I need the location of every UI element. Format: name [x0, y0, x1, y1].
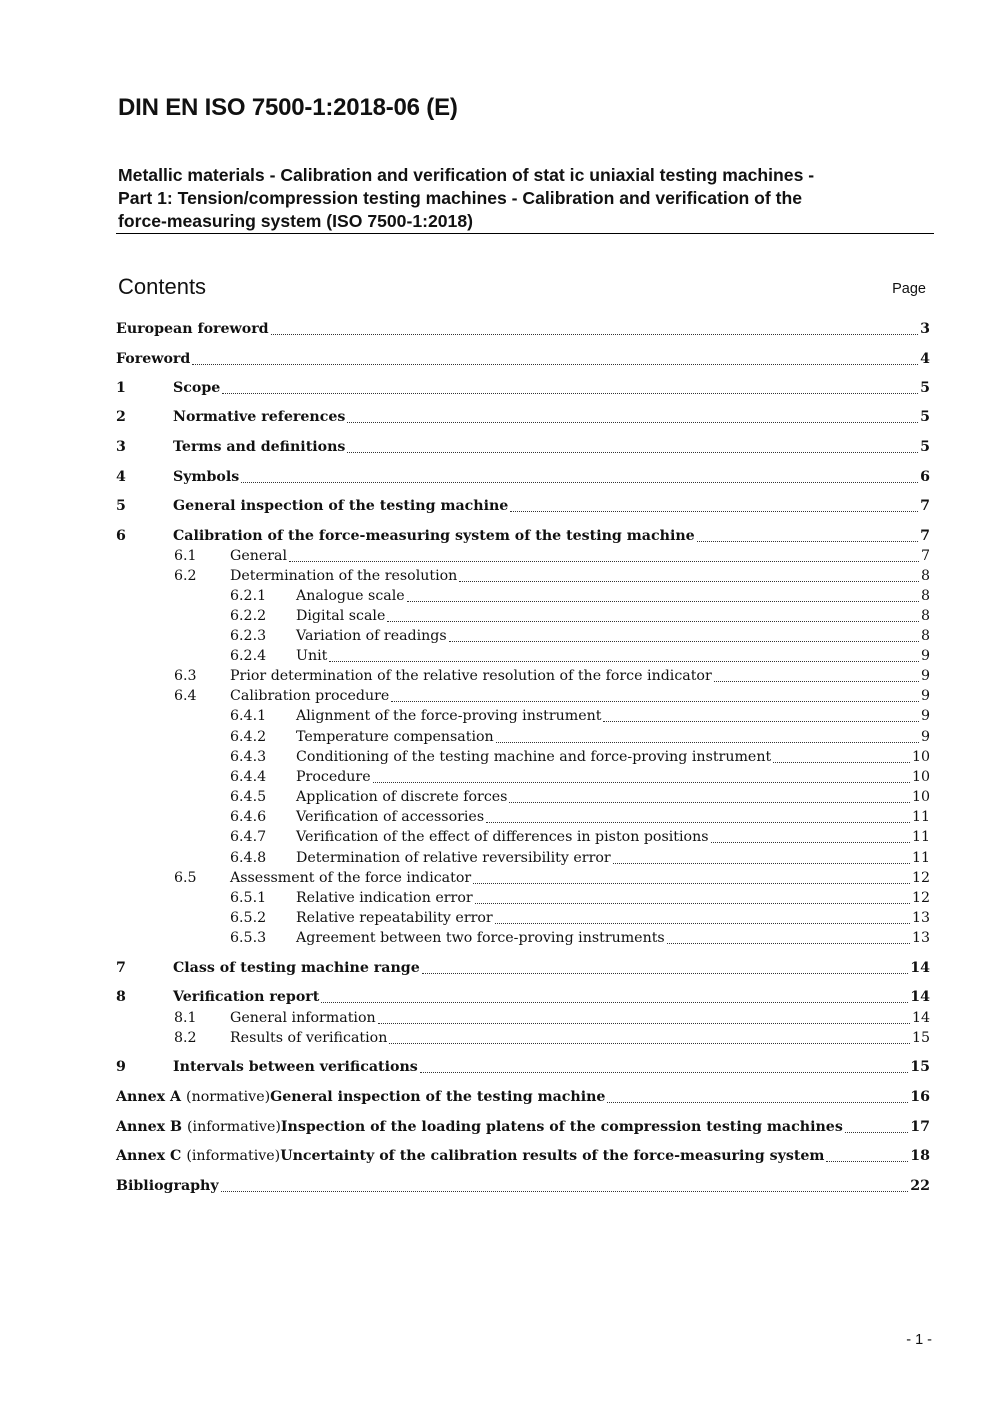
toc-entry-page: 8 [920, 628, 930, 644]
toc-entry-page: 13 [911, 910, 930, 926]
toc-entry-number: 6.5.3 [230, 930, 267, 946]
toc-annex-label [116, 1087, 270, 1107]
toc-entry-title: Verification of accessories [296, 809, 485, 825]
toc-leader [420, 1072, 908, 1073]
toc-entry[interactable] [116, 606, 930, 626]
toc-entry[interactable] [116, 1057, 930, 1077]
toc-leader [496, 742, 919, 743]
toc-entry[interactable] [116, 1146, 930, 1166]
toc-entry-number: 6.4.8 [230, 850, 267, 866]
toc-entry[interactable] [116, 546, 930, 566]
toc-entry-number: 8 [116, 989, 126, 1005]
toc-entry-page: 9 [920, 688, 930, 704]
toc-entry-page: 17 [910, 1119, 930, 1135]
toc-leader [495, 923, 910, 924]
toc-entry-number: 6.4 [174, 688, 197, 704]
toc-entry-page: 7 [920, 498, 930, 514]
toc-entry[interactable] [116, 987, 930, 1007]
toc-entry-number: 6.5.1 [230, 890, 267, 906]
toc-leader [222, 393, 918, 394]
toc-entry-page: 15 [911, 1030, 930, 1046]
toc-leader [826, 1161, 908, 1162]
toc-entry-title: Verification of the effect of differences in piston positions [296, 829, 709, 845]
toc-entry-title: Inspection of the loading platens of the compression testing machines [280, 1119, 843, 1135]
toc-annex-type: (informative) [186, 1148, 281, 1164]
toc-entry-page: 5 [920, 409, 930, 425]
toc-entry-page: 10 [911, 749, 930, 765]
toc-entry[interactable] [116, 848, 930, 868]
toc-entry-page: 7 [920, 548, 930, 564]
toc-entry[interactable] [116, 928, 930, 948]
subtitle-line: force-measuring system (ISO 7500-1:2018) [118, 211, 473, 231]
toc-entry-title: Verification report [173, 989, 320, 1005]
toc-entry[interactable] [116, 526, 930, 546]
toc-entry-title: Unit [296, 648, 328, 664]
toc-entry-title: General inspection of the testing machine [173, 498, 509, 514]
toc-entry-page: 9 [920, 708, 930, 724]
toc-entry-page: 10 [911, 789, 930, 805]
toc-entry-number: 9 [116, 1059, 126, 1075]
toc-leader [459, 581, 919, 582]
toc-leader [714, 681, 919, 682]
toc-entry-number: 6.4.3 [230, 749, 267, 765]
toc-leader [271, 334, 919, 335]
toc-entry-page: 3 [920, 321, 930, 337]
toc-annex-prefix: Annex C [116, 1148, 182, 1164]
toc-leader [378, 1023, 910, 1024]
toc-entry-title: Digital scale [296, 608, 386, 624]
toc-leader [387, 621, 919, 622]
toc-entry-title: Conditioning of the testing machine and force-proving instrument [296, 749, 772, 765]
toc-entry-title: Temperature compensation [296, 729, 494, 745]
toc-entry-page: 14 [910, 989, 930, 1005]
toc-entry[interactable] [116, 1028, 930, 1048]
toc-leader [221, 1191, 909, 1192]
toc-entry-page: 16 [910, 1089, 930, 1105]
toc-entry[interactable] [116, 467, 930, 487]
toc-leader [407, 601, 919, 602]
toc-entry[interactable] [116, 888, 930, 908]
toc-entry[interactable] [116, 706, 930, 726]
toc-annex-label [116, 1117, 281, 1137]
toc-entry-number: 6 [116, 528, 126, 544]
toc-entry-page: 14 [910, 960, 930, 976]
toc-entry-number: 6.4.2 [230, 729, 267, 745]
toc-entry-title: Calibration of the force-measuring system of the testing machine [173, 528, 695, 544]
toc-annex-label [116, 1146, 280, 1166]
page-number: - 1 - [906, 1332, 932, 1348]
toc-leader [473, 883, 910, 884]
toc-entry-title: Relative repeatability error [296, 910, 493, 926]
toc-entry-title: Normative references [173, 409, 346, 425]
toc-entry[interactable] [116, 787, 930, 807]
toc-entry[interactable] [116, 686, 930, 706]
toc-leader [607, 1102, 908, 1103]
toc-entry-number: 6.1 [174, 548, 197, 564]
toc-leader [289, 561, 919, 562]
toc-entry[interactable] [116, 958, 930, 978]
toc-leader [475, 903, 910, 904]
toc-entry-title: Uncertainty of the calibration results of the force-measuring system [280, 1148, 825, 1164]
toc-entry-page: 9 [920, 668, 930, 684]
toc-entry-title: General [230, 548, 288, 564]
toc-entry-title: European foreword [116, 321, 269, 337]
toc-leader [241, 482, 918, 483]
toc-entry-title: Agreement between two force-proving instruments [296, 930, 665, 946]
toc-entry[interactable] [116, 1176, 930, 1196]
toc-entry[interactable] [116, 496, 930, 516]
toc-entry-page: 8 [920, 568, 930, 584]
toc-leader [773, 762, 910, 763]
toc-entry[interactable] [116, 586, 930, 606]
toc-entry[interactable] [116, 349, 930, 369]
toc-entry-title: Bibliography [116, 1178, 219, 1194]
toc-entry-page: 9 [920, 729, 930, 745]
toc-entry-page: 7 [920, 528, 930, 544]
toc-entry-title: Scope [173, 380, 221, 396]
toc-entry[interactable] [116, 626, 930, 646]
toc-leader [389, 1043, 910, 1044]
toc-entry-page: 9 [920, 648, 930, 664]
toc-entry-page: 12 [911, 890, 930, 906]
toc-entry-title: Class of testing machine range [173, 960, 420, 976]
toc-entry[interactable] [116, 767, 930, 787]
page-column-label: Page [892, 281, 926, 297]
toc-entry-title: Calibration procedure [230, 688, 390, 704]
toc-entry-number: 6.2.3 [230, 628, 267, 644]
toc-entry-page: 14 [911, 1010, 930, 1026]
toc-entry[interactable] [116, 747, 930, 767]
toc-annex-type: (normative) [186, 1089, 271, 1105]
toc-entry-title: General inspection of the testing machine [270, 1089, 606, 1105]
toc-entry-page: 11 [911, 850, 930, 866]
toc-leader [449, 641, 919, 642]
toc-entry-title: Symbols [173, 469, 240, 485]
document-title: DIN EN ISO 7500-1:2018-06 (E) [118, 94, 458, 121]
toc-entry-number: 6.4.1 [230, 708, 267, 724]
toc-entry-page: 11 [911, 829, 930, 845]
toc-leader [486, 822, 910, 823]
toc-entry-page: 15 [910, 1059, 930, 1075]
toc-leader [697, 541, 918, 542]
toc-leader [321, 1002, 908, 1003]
toc-entry-number: 6.5.2 [230, 910, 267, 926]
toc-entry-number: 1 [116, 380, 126, 396]
toc-entry[interactable] [116, 666, 930, 686]
toc-entry-title: Variation of readings [296, 628, 447, 644]
toc-entry-page: 8 [920, 588, 930, 604]
toc-entry-number: 4 [116, 469, 126, 485]
toc-entry[interactable] [116, 908, 930, 928]
toc-leader [422, 973, 909, 974]
title-divider [116, 233, 934, 234]
contents-heading: Contents [118, 274, 207, 299]
toc-leader [510, 511, 918, 512]
toc-entry[interactable] [116, 407, 930, 427]
toc-entry[interactable] [116, 727, 930, 747]
toc-entry-number: 5 [116, 498, 126, 514]
toc-annex-type: (informative) [187, 1119, 281, 1135]
toc-entry-number: 8.2 [174, 1030, 197, 1046]
toc-leader [347, 422, 918, 423]
toc-entry-title: Alignment of the force-proving instrument [296, 708, 602, 724]
toc-entry-number: 3 [116, 439, 126, 455]
toc-entry[interactable] [116, 868, 930, 888]
toc-entry-title: Intervals between verifications [173, 1059, 418, 1075]
toc-entry-number: 2 [116, 409, 126, 425]
toc-entry-number: 6.2.1 [230, 588, 267, 604]
toc-entry-title: Foreword [116, 351, 191, 367]
toc-entry-number: 6.4.5 [230, 789, 267, 805]
toc-entry[interactable] [116, 807, 930, 827]
toc-entry-title: Application of discrete forces [296, 789, 508, 805]
toc-leader [603, 721, 919, 722]
toc-annex-prefix: Annex B [116, 1119, 183, 1135]
toc-leader [373, 782, 910, 783]
toc-entry[interactable] [116, 437, 930, 457]
toc-entry-page: 4 [920, 351, 930, 367]
toc-entry-title: Relative indication error [296, 890, 473, 906]
toc-entry-title: General information [230, 1010, 376, 1026]
toc-leader [192, 364, 918, 365]
document-subtitle [118, 164, 934, 233]
subtitle-line: Part 1: Tension/compression testing machines - Calibration and verification of the [118, 188, 802, 208]
toc-entry-title: Terms and definitions [173, 439, 346, 455]
toc-entry-page: 12 [911, 870, 930, 886]
toc-leader [845, 1132, 908, 1133]
toc-entry-number: 6.2 [174, 568, 197, 584]
toc-entry[interactable] [116, 319, 930, 339]
toc-entry[interactable] [116, 827, 930, 847]
toc-leader [391, 701, 919, 702]
toc-entry-title: Results of verification [230, 1030, 388, 1046]
toc-entry-page: 8 [920, 608, 930, 624]
toc-entry-title: Assessment of the force indicator [230, 870, 472, 886]
toc-entry-page: 10 [911, 769, 930, 785]
toc-entry-title: Prior determination of the relative resolution of the force indicator [230, 668, 712, 684]
toc-entry-number: 6.4.6 [230, 809, 267, 825]
subtitle-line: Metallic materials - Calibration and verification of stat ic uniaxial testing machines - [118, 165, 815, 185]
toc-entry-page: 13 [911, 930, 930, 946]
toc-entry[interactable] [116, 378, 930, 398]
toc-entry-page: 22 [910, 1178, 930, 1194]
toc-leader [347, 452, 918, 453]
toc-entry[interactable] [116, 1117, 930, 1137]
toc-entry[interactable] [116, 646, 930, 666]
toc-entry-title: Procedure [296, 769, 371, 785]
toc-entry-number: 7 [116, 960, 126, 976]
toc-entry-number: 6.2.4 [230, 648, 267, 664]
toc-entry-title: Determination of relative reversibility error [296, 850, 611, 866]
toc-entry-page: 11 [911, 809, 930, 825]
toc-entry[interactable] [116, 566, 930, 586]
toc-leader [613, 863, 910, 864]
toc-entry-number: 6.5 [174, 870, 197, 886]
toc-entry-number: 6.2.2 [230, 608, 267, 624]
toc-entry-page: 5 [920, 439, 930, 455]
toc-leader [509, 802, 909, 803]
toc-entry[interactable] [116, 1087, 930, 1107]
toc-entry-number: 6.3 [174, 668, 197, 684]
toc-entry-number: 8.1 [174, 1010, 197, 1026]
toc-leader [711, 842, 910, 843]
toc-entry-title: Determination of the resolution [230, 568, 458, 584]
toc-entry-page: 18 [910, 1148, 930, 1164]
toc-entry-page: 6 [920, 469, 930, 485]
toc-entry[interactable] [116, 1008, 930, 1028]
toc-annex-prefix: Annex A [116, 1089, 182, 1105]
toc-entry-page: 5 [920, 380, 930, 396]
toc-entry-number: 6.4.4 [230, 769, 267, 785]
toc-entry-title: Analogue scale [296, 588, 405, 604]
toc-leader [667, 943, 910, 944]
toc-leader [329, 661, 919, 662]
toc-entry-number: 6.4.7 [230, 829, 267, 845]
